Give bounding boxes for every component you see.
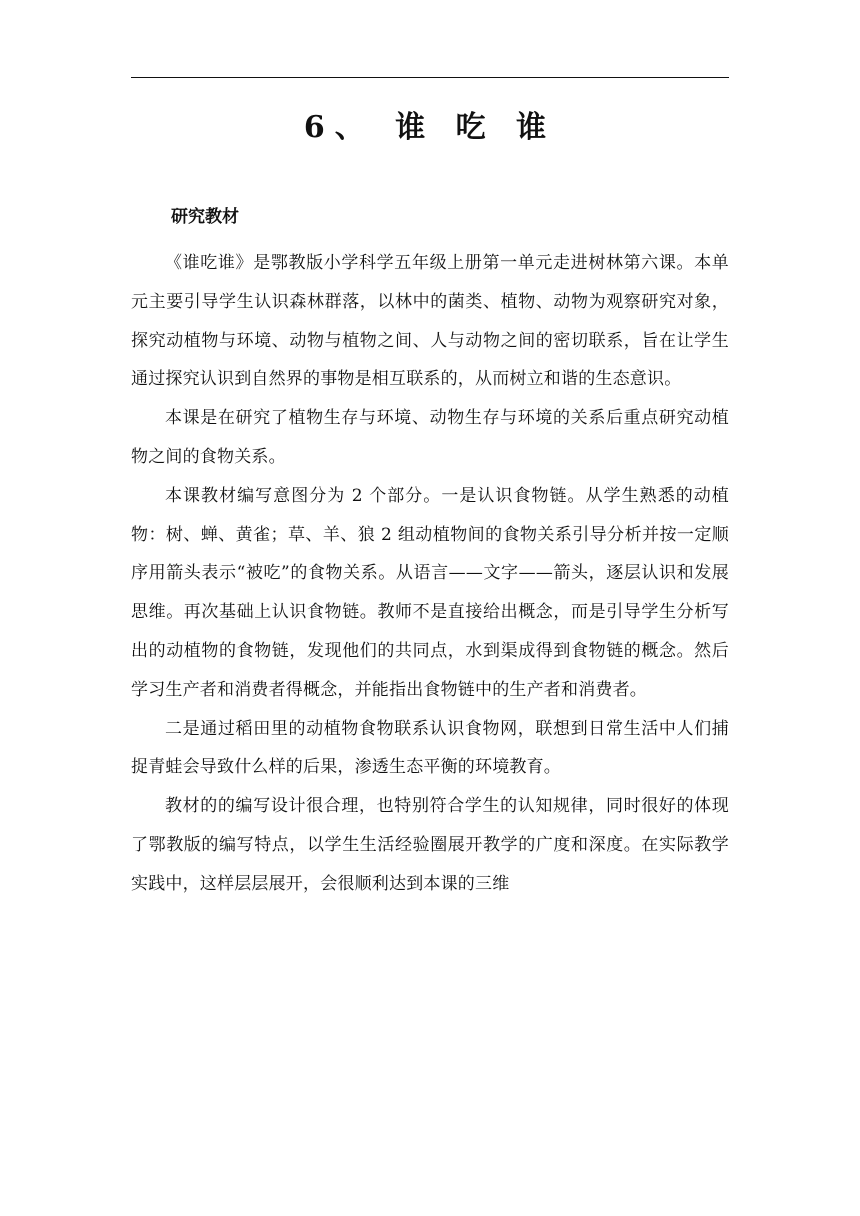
paragraph-3: 本课教材编写意图分为 2 个部分。一是认识食物链。从学生熟悉的动植物：树、蝉、黄雀；草、羊、狼 2 组动植物间的食物关系引导分析并按一定顺序用箭头表示“被吃”的食物关系。从语言——文字——箭头，逐层认识和发展思维。再次基础上认识食物链。教师不是直接给出概念，而是引导学生分析写出的动植物的食物链，发现他们的共同点，水到渠成得到食物链的概念。然后学习生产者和消费者得概念，并能指出食物链中的生产者和消费者。	[131, 485, 729, 700]
paragraph-4: 二是通过稻田里的动植物食物联系认识食物网，联想到日常生活中人们捕捉青蛙会导致什么样的后果，渗透生态平衡的环境教育。	[131, 718, 729, 778]
document-body	[131, 244, 729, 904]
paragraph-1: 《谁吃谁》是鄂教版小学科学五年级上册第一单元走进树林第六课。本单元主要引导学生认识森林群落，以林中的菌类、植物、动物为观察研究对象，探究动植物与环境、动物与植物之间、人与动物之间的密切联系，旨在让学生通过探究认识到自然界的事物是相互联系的，从而树立和谐的生态意识。	[131, 253, 729, 390]
section-heading: 研究教材	[171, 207, 239, 227]
lesson-title: 6、 谁 吃 谁	[303, 110, 557, 145]
paragraph-2: 本课是在研究了植物生存与环境、动物生存与环境的关系后重点研究动植物之间的食物关系。	[131, 408, 729, 467]
paragraph-5: 教材的的编写设计很合理，也特别符合学生的认知规律，同时很好的体现了鄂教版的编写特点，以学生生活经验圈展开教学的广度和深度。在实际教学实践中，这样层层展开，会很顺利达到本课的三维	[131, 796, 729, 894]
header-rule	[131, 77, 729, 78]
